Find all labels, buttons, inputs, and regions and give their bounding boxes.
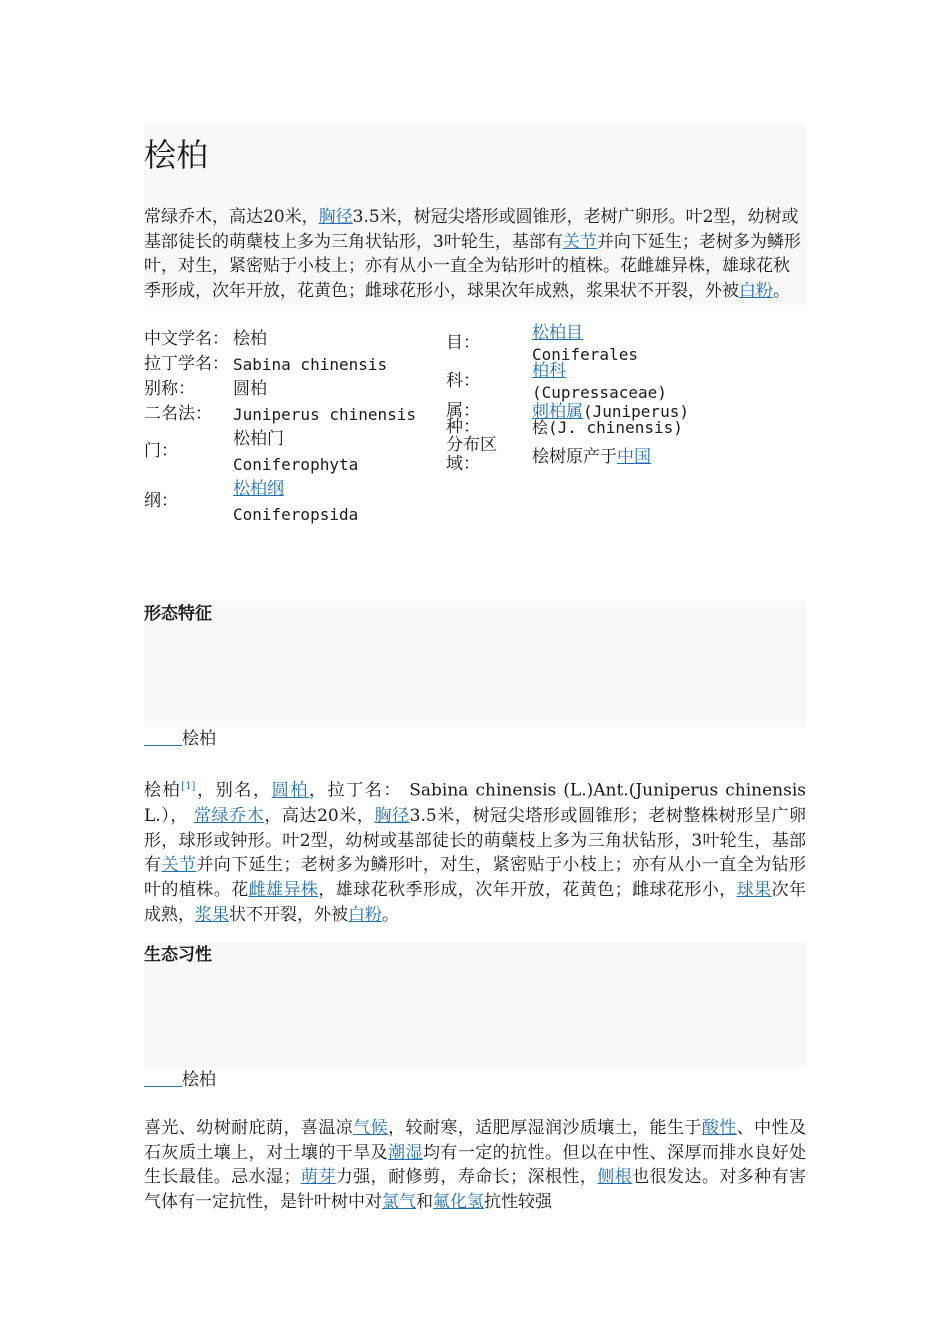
image-placeholder-line [144, 729, 182, 746]
info-value-class-latin: Coniferopsida [233, 505, 359, 525]
info-value-family-latin: (Cupressaceae) [532, 383, 667, 403]
text-run: ，别名， [195, 781, 272, 802]
section-heading-ecology: 生态习性 [144, 944, 212, 965]
info-label-chinese-name: 中文学名： [144, 329, 229, 350]
text-run: 也很发达。对多种有害气体有一定抗性，是针叶树中对 [144, 1167, 807, 1213]
info-label-alias: 别称： [144, 379, 195, 400]
intro-paragraph [144, 187, 806, 305]
inline-link[interactable]: 萌芽 [300, 1167, 336, 1188]
inline-link[interactable]: 氟化氢 [433, 1192, 484, 1213]
image-caption-ecology [144, 1068, 806, 1092]
info-value-family-link[interactable]: 柏科 [532, 361, 566, 382]
morphology-paragraph [144, 775, 806, 927]
info-value-phylum-latin: Coniferophyta [233, 455, 359, 475]
inline-link[interactable]: 气候 [353, 1117, 389, 1138]
text-run: 力强，耐修剪，寿命长；深根性， [335, 1167, 598, 1188]
info-label-binomial: 二名法： [144, 404, 212, 425]
text-run: 次年成熟， [144, 880, 807, 926]
inline-link[interactable]: 侧根 [597, 1167, 633, 1188]
inline-link[interactable]: 胸径 [374, 805, 410, 826]
text-run: 均有一定的抗性。但以在中性、深厚而排水良好处生长最佳。忌水湿； [144, 1142, 807, 1188]
text-run: 常绿乔木，高达20米， [144, 207, 319, 227]
article [144, 123, 806, 1215]
info-label-distribution: 分布区域： [446, 435, 497, 475]
info-value-distribution-link[interactable]: 中国 [617, 447, 651, 468]
text-run: 。 [773, 280, 790, 301]
info-label-family: 科： [446, 371, 480, 392]
caption-text: 桧柏 [182, 1069, 216, 1090]
text-run: ，拉丁名： Sabina chinensis (L.)Ant.(Juniperus chinensis L.）， [144, 781, 807, 826]
info-value-species: 桧(J. chinensis) [532, 418, 683, 438]
text-run: 3.5米，树冠尖塔形或圆锥形，老树广卵形。叶2型，幼树或基部徒长的萌蘖枝上多为三角状钻形，3叶轮生，基部有 [144, 207, 799, 252]
info-label-species: 种： [446, 417, 480, 438]
citation-ref[interactable]: [1] [181, 781, 196, 793]
text-run: 。 [382, 905, 399, 926]
section-heading-morphology: 形态特征 [144, 604, 212, 625]
info-label-phylum: 门： [144, 441, 178, 462]
info-label-order: 目： [446, 333, 480, 354]
info-value-distribution-text: 桧树原产于 [532, 447, 617, 468]
infobox [144, 323, 806, 549]
info-value-phylum: 松柏门 [233, 429, 284, 450]
text-run: 抗性较强 [484, 1192, 552, 1213]
text-run: 和 [416, 1192, 433, 1213]
info-value-distribution [532, 445, 651, 470]
text-run: ，较耐寒，适肥厚湿润沙质壤土，能生于 [388, 1117, 702, 1138]
inline-link[interactable]: 酸性 [701, 1117, 737, 1138]
info-label-class: 纲： [144, 491, 178, 512]
inline-link[interactable]: 关节 [562, 231, 597, 252]
image-placeholder-line [144, 1070, 182, 1087]
info-value-chinese-name: 桧柏 [233, 329, 267, 350]
inline-link[interactable]: 白粉 [348, 905, 382, 926]
page-title: 桧柏 [144, 136, 209, 174]
text-run: 桧柏 [144, 781, 182, 802]
inline-link[interactable]: 胸径 [318, 207, 353, 227]
text-run: 喜光、幼树耐庇荫，喜温凉 [144, 1117, 354, 1138]
text-run: 状不开裂，外被 [229, 905, 348, 926]
ecology-paragraph [144, 1116, 806, 1215]
info-value-genus-latin: (Juniperus) [583, 402, 689, 422]
image-caption-morphology [144, 727, 806, 751]
info-label-latin-name: 拉丁学名： [144, 354, 229, 375]
info-value-class-link[interactable]: 松柏纲 [233, 479, 284, 500]
text-run: ，高达20米， [264, 805, 375, 826]
text-run: 3.5米，树冠尖塔形或圆锥形；老树整株树形呈广卵形，球形或钟形。叶2型，幼树或基部徒长的萌蘖枝上多为三角状钻形，3叶轮生，基部有 [144, 805, 807, 876]
text-run: 、中性及石灰质土壤上，对土壤的干旱及 [144, 1117, 807, 1163]
inline-link[interactable]: 氯气 [382, 1192, 416, 1213]
info-value-binomial: Juniperus chinensis [233, 405, 417, 425]
inline-link[interactable]: 浆果 [195, 905, 229, 926]
inline-link[interactable]: 白粉 [739, 280, 773, 301]
inline-link[interactable]: 圆柏 [271, 781, 309, 802]
info-value-genus-link[interactable]: 刺柏属 [532, 402, 583, 423]
text-run: 并向下延生；老树多为鳞形叶，对生，紧密贴于小枝上；亦有从小一直全为钻形叶的植株。花雌雄异株，雄球花秋季形成，次年开放，花黄色；雌球花形小，球果次年成熟，浆果状不开裂，外被 [144, 231, 801, 301]
info-value-order-link[interactable]: 松柏目 [532, 323, 583, 344]
info-value-alias: 圆柏 [233, 379, 267, 400]
info-label-genus: 属： [446, 401, 480, 422]
inline-link[interactable]: 关节 [161, 855, 197, 876]
intro-band [144, 123, 806, 305]
inline-link[interactable]: 雌雄异株 [248, 880, 319, 901]
info-value-latin-name: Sabina chinensis [233, 355, 388, 375]
section-ecology-header [144, 942, 806, 1068]
info-value-order-latin: Coniferales [532, 345, 638, 365]
text-run: 并向下延生；老树多为鳞形叶，对生，紧密贴于小枝上；亦有从小一直全为钻形叶的植株。花 [144, 855, 807, 901]
caption-text: 桧柏 [182, 729, 216, 750]
section-morphology-header [144, 601, 806, 727]
inline-link[interactable]: 潮湿 [388, 1142, 423, 1163]
text-run: ，雄球花秋季形成，次年开放，花黄色；雌球花形小， [318, 880, 737, 901]
inline-link[interactable]: 常绿乔木 [193, 805, 265, 826]
inline-link[interactable]: 球果 [736, 880, 772, 901]
